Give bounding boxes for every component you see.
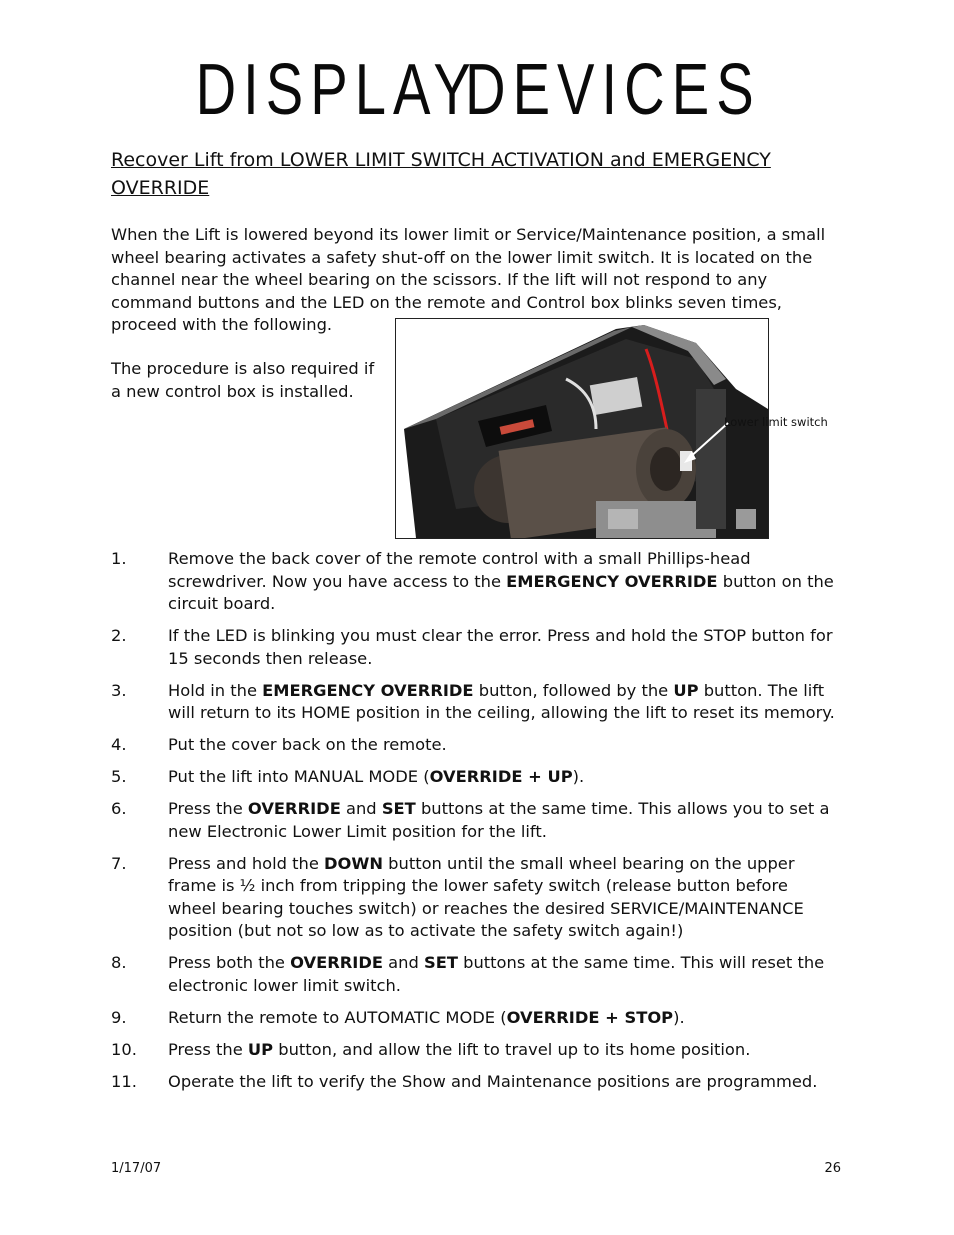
step-number: 5.: [111, 767, 127, 786]
step-emphasis-text: SET: [381, 799, 416, 818]
step-emphasis-text: DOWN: [324, 853, 383, 873]
step-text: If the LED is blinking you must clear the error. Press and hold the STOP button for 15 seconds then release.: [168, 626, 833, 668]
footer-page-number: 26: [824, 1161, 841, 1176]
procedure-steps-list: [111, 548, 841, 1103]
section-heading: Recover Lift from LOWER LIMIT SWITCH ACTIVATION and EMERGENCY OVERRIDE: [111, 149, 771, 199]
step-number: 10.: [111, 1039, 137, 1059]
step-text: buttons at the same time. This will reset the electronic lower limit switch.: [168, 953, 825, 995]
step-text: button on the circuit board.: [168, 571, 834, 613]
step-number: 9.: [111, 1007, 127, 1027]
step-text: Put the lift into MANUAL MODE (: [168, 767, 430, 786]
step-number: 4.: [111, 735, 127, 754]
procedure-step: [111, 734, 841, 757]
step-emphasis-text: UP: [673, 680, 699, 700]
step-emphasis-text: OVERRIDE + STOP: [506, 1007, 674, 1027]
footer-date: 1/17/07: [111, 1161, 162, 1176]
step-text: Remove the back cover of the remote control with a small Phillips-head screwdriver. Now you have access to the: [168, 549, 751, 591]
step-text: and: [340, 799, 382, 818]
procedure-step: [111, 680, 841, 725]
step-text: Return the remote to AUTOMATIC MODE (: [168, 1007, 507, 1027]
step-text: ).: [572, 767, 585, 786]
step-emphasis-text: UP: [247, 1039, 274, 1059]
step-text: button until the small wheel bearing on the upper frame is ½ inch from tripping the lower safety switch (release button before wheel bearing touches switch) or reaches the desired SERVICE/MAINTENANCE position (but not so low as to activate the safety switch again!): [168, 853, 804, 940]
step-number: 8.: [111, 953, 127, 972]
photo-callout-label: Lower limit switch: [724, 415, 828, 429]
step-text: Press the: [168, 1039, 248, 1059]
lift-photo-illustration: [396, 319, 768, 538]
step-emphasis-text: OVERRIDE: [247, 799, 341, 818]
logo-word-right: DEVICES: [465, 50, 762, 130]
procedure-step: [111, 1039, 841, 1062]
step-emphasis-text: SET: [423, 953, 458, 972]
step-text: Hold in the: [168, 680, 263, 700]
step-text: buttons at the same time. This allows you to set a new Electronic Lower Limit position for the lift.: [168, 799, 830, 841]
step-text: Press both the: [168, 953, 291, 972]
step-number: 11.: [111, 1071, 137, 1091]
lift-mechanism-photo: [395, 318, 769, 539]
step-number: 7.: [111, 853, 127, 873]
step-text: button, followed by the: [473, 680, 674, 700]
intro-paragraph: When the Lift is lowered beyond its lower limit or Service/Maintenance position, a small wheel bearing activates a safety shut-off on the lower limit switch. It is located on the channel near the wheel bearing on the scissors. If the lift will not respond to any command buttons and the LED on the remote and Control box blinks seven times, proceed with the following.: [111, 225, 826, 334]
procedure-step: [111, 1007, 841, 1030]
step-emphasis-text: OVERRIDE: [290, 953, 383, 972]
step-text: button, and allow the lift to travel up to its home position.: [273, 1039, 751, 1059]
logo-word-left: DISPLAY: [195, 50, 478, 130]
procedure-step: [111, 548, 841, 616]
procedure-step: [111, 1071, 841, 1094]
procedure-step: [111, 798, 841, 843]
display-devices-logo: [150, 50, 810, 130]
step-text: ).: [673, 1007, 685, 1027]
step-number: 3.: [111, 680, 127, 700]
step-emphasis-text: EMERGENCY OVERRIDE: [506, 571, 718, 591]
step-text: Press and hold the: [168, 853, 325, 873]
procedure-step: [111, 853, 841, 943]
procedure-step: [111, 766, 841, 789]
procedure-step: [111, 625, 841, 670]
step-text: button. The lift will return to its HOME position in the ceiling, allowing the lift to reset its memory.: [168, 680, 835, 722]
step-text: and: [383, 953, 424, 972]
intro-note-paragraph: The procedure is also required if a new control box is installed.: [111, 359, 375, 401]
step-number: 2.: [111, 626, 127, 645]
step-text: Put the cover back on the remote.: [168, 735, 447, 754]
step-text: Press the: [168, 799, 248, 818]
procedure-step: [111, 952, 841, 997]
step-number: 6.: [111, 799, 127, 818]
step-emphasis-text: OVERRIDE + UP: [429, 767, 573, 786]
step-number: 1.: [111, 549, 127, 568]
step-emphasis-text: EMERGENCY OVERRIDE: [262, 680, 474, 700]
step-text: Operate the lift to verify the Show and Maintenance positions are programmed.: [168, 1071, 818, 1091]
